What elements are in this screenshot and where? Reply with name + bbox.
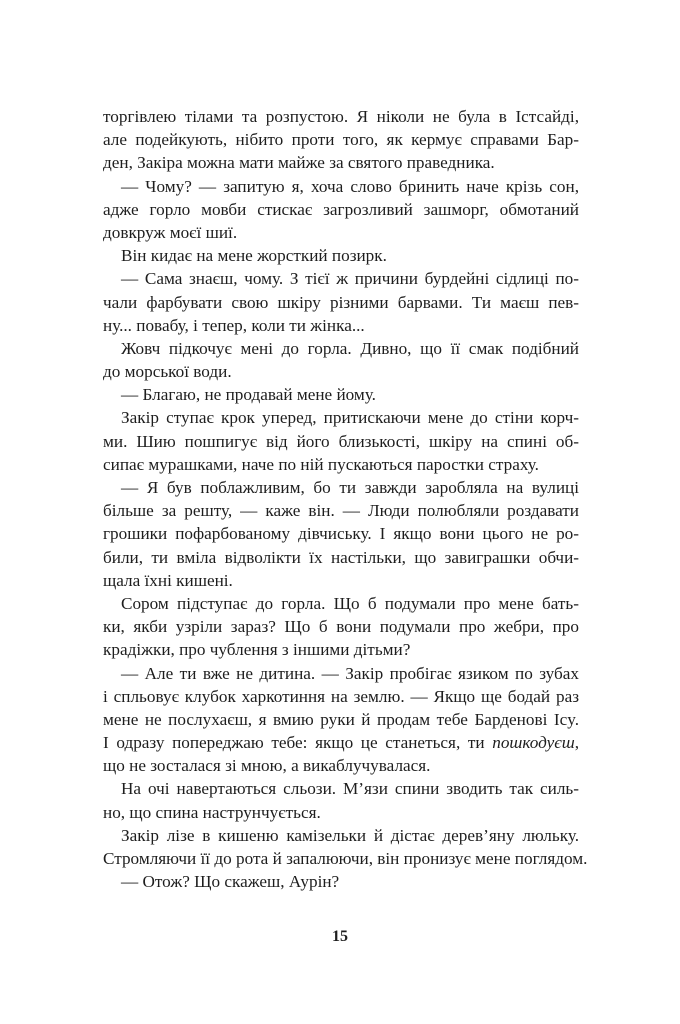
line-text: — Чому? — запитую я, хоча слово бринить наче крізь сон, — [121, 176, 579, 196]
text-line — [103, 383, 579, 406]
line-text: но, що спина наструнчується. — [103, 802, 321, 822]
line-text: довкруж моєї шиї. — [103, 222, 238, 242]
line-text: — Сама знаєш, чому. З тієї ж причини бурдейні сідлиці по- — [121, 269, 579, 289]
line-text: крадіжки, про чублення з іншими дітьми? — [103, 640, 411, 660]
text-line — [103, 337, 579, 360]
line-text: ден, Закіра можна мати майже за святого праведника. — [103, 153, 495, 173]
text-line — [103, 291, 579, 314]
text-line — [103, 476, 579, 499]
text-line — [103, 221, 579, 244]
line-text: І одразу попереджаю тебе: якщо це станеться, ти — [103, 733, 493, 753]
text-line — [103, 198, 579, 221]
text-line — [103, 360, 579, 383]
line-text: Закір ступає крок уперед, притискаючи мене до стіни корч- — [121, 408, 579, 428]
line-text: — Отож? Що скажеш, Аурін? — [121, 872, 340, 892]
line-text: Жовч підкочує мені до горла. Дивно, що її смак подібний — [121, 338, 579, 358]
text-line — [103, 128, 579, 151]
text-line — [103, 824, 579, 847]
text-line — [103, 430, 579, 453]
text-line — [103, 708, 579, 731]
line-text: — Я був поблажливим, бо ти завжди заробляла на вулиці — [121, 478, 579, 497]
line-text: ми. Шию пошпигує від його близькості, шкіру на спині об- — [103, 431, 579, 451]
text-line — [103, 569, 579, 592]
text-line — [103, 267, 579, 290]
line-text: На очі навертаються сльози. М’язи спини зводить так силь- — [121, 779, 579, 799]
line-text: до морської води. — [103, 362, 232, 382]
italic-emphasis: пошкодуєш — [492, 733, 575, 753]
line-text: били, ти вміла відволікти їх настільки, що завиграшки обчи- — [103, 547, 579, 567]
text-line — [103, 244, 579, 267]
line-text: адже горло мовби стискає загрозливий зашморг, обмотаний — [103, 199, 579, 219]
line-text: що не зосталася зі мною, а викаблучувалася. — [103, 756, 431, 776]
text-line — [103, 662, 579, 685]
line-text: Стромляючи її до рота й запалюючи, він пронизує мене поглядом. — [103, 849, 588, 868]
line-text: ну... повабу, і тепер, коли ти жінка... — [103, 315, 365, 335]
line-text: грошики пофарбованому дівчиську. І якщо вони цього не ро- — [103, 524, 579, 544]
text-line — [103, 801, 579, 824]
page-number: 15 — [332, 928, 348, 945]
line-text: Сором підступає до горла. Що б подумали про мене бать- — [121, 593, 579, 613]
line-text: — Але ти вже не дитина. — Закір пробігає язиком по зубах — [121, 663, 579, 683]
line-text: більше за решту, — каже він. — Люди полюбляли роздавати — [103, 501, 579, 521]
text-line — [103, 615, 579, 638]
line-text: — Благаю, не продавай мене йому. — [121, 385, 376, 405]
line-text: Закір лізе в кишеню камізельки й дістає дерев’яну люльку. — [121, 825, 579, 845]
text-line — [103, 151, 579, 174]
line-text-after: , — [574, 733, 579, 753]
line-text: і спльовує клубок харкотиння на землю. — Якщо ще бодай раз — [103, 686, 579, 706]
text-line — [103, 499, 579, 522]
text-line — [103, 777, 579, 800]
text-line — [103, 175, 579, 198]
text-line — [103, 731, 579, 754]
line-text: торгівлею тілами та розпустою. Я ніколи не була в Істсайді, — [103, 107, 579, 126]
text-line — [103, 546, 579, 569]
text-line — [103, 453, 579, 476]
line-text: але подейкують, нібито проти того, як кермує справами Бар- — [103, 130, 579, 150]
book-page-text — [103, 105, 588, 893]
line-text: мене не послухаєш, я вмию руки й продам тебе Барденові Ісy. — [103, 709, 579, 729]
text-line — [103, 406, 579, 429]
line-text: щала їхні кишені. — [103, 570, 233, 590]
text-line — [103, 522, 579, 545]
text-line — [103, 638, 579, 661]
text-line — [103, 870, 579, 893]
line-text: ки, якби узріли зараз? Що б вони подумали про жебри, про — [103, 617, 579, 637]
text-line — [103, 314, 579, 337]
line-text: Він кидає на мене жорсткий позирк. — [121, 246, 387, 266]
text-line — [103, 754, 579, 777]
text-line — [103, 847, 588, 870]
text-line — [103, 592, 579, 615]
text-line — [103, 105, 579, 128]
text-line — [103, 685, 579, 708]
line-text: сипає мурашками, наче по ній пускаються паростки страху. — [103, 454, 539, 474]
line-text: чали фарбувати свою шкіру різними барвами. Ти маєш пев- — [103, 292, 579, 312]
